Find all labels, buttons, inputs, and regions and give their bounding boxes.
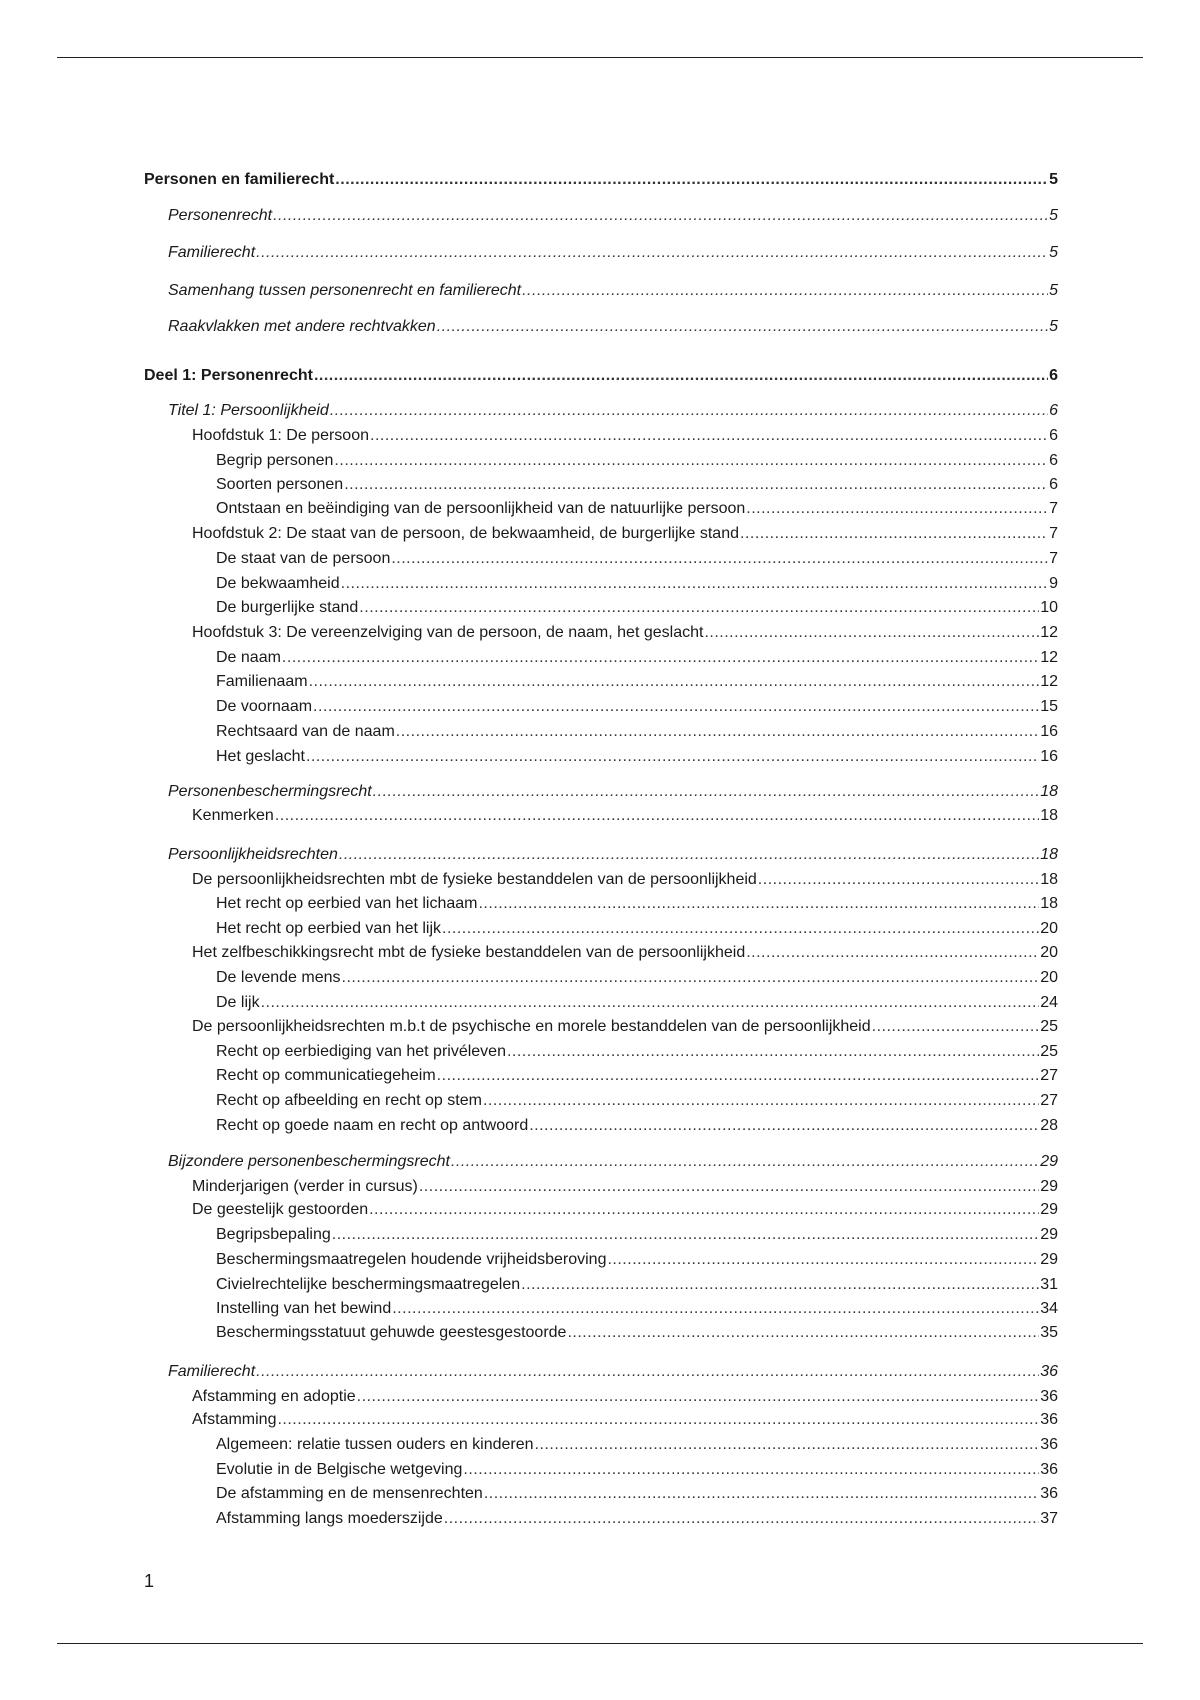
toc-entry[interactable] [192, 426, 1058, 446]
toc-entry-page: 20 [1040, 944, 1058, 961]
toc-entry-page: 28 [1040, 1117, 1058, 1134]
toc-entry-title: De afstamming en de mensenrechten [216, 1485, 483, 1502]
toc-entry-page: 5 [1049, 318, 1058, 335]
toc-entry[interactable] [216, 499, 1058, 519]
toc-entry-title: Instelling van het bewind [216, 1300, 392, 1317]
toc-entry-page: 25 [1040, 1043, 1058, 1060]
toc-entry-title: Titel 1: Persoonlijkheid [168, 402, 329, 419]
toc-entry-page: 12 [1040, 673, 1058, 690]
toc-entry-page: 5 [1049, 171, 1058, 188]
toc-entry-page: 20 [1040, 920, 1058, 937]
toc-entry-page: 18 [1040, 783, 1058, 800]
toc-entry-page: 5 [1049, 207, 1058, 224]
toc-entry-page: 7 [1049, 525, 1058, 542]
toc-entry-page: 7 [1049, 550, 1058, 567]
toc-entry-page: 12 [1040, 624, 1058, 641]
toc-entry-page: 29 [1040, 1201, 1058, 1218]
toc-dot-leader [357, 1387, 1040, 1407]
toc-entry-page: 34 [1040, 1300, 1058, 1317]
toc-dot-leader [444, 1509, 1039, 1529]
toc-entry-title: Hoofdstuk 2: De staat van de persoon, de bekwaamheid, de burgerlijke stand [192, 525, 739, 542]
toc-entry-page: 29 [1040, 1178, 1058, 1195]
toc-entry-title: Ontstaan en beëindiging van de persoonlijkheid van de natuurlijke persoon [216, 500, 746, 517]
toc-entry[interactable] [168, 243, 1058, 263]
toc-entry-page: 18 [1040, 895, 1058, 912]
toc-entry-page: 7 [1049, 500, 1058, 517]
toc-dot-leader [567, 1323, 1039, 1343]
toc-dot-leader [273, 206, 1048, 226]
toc-entry-title: De lijk [216, 994, 260, 1011]
toc-entry[interactable] [216, 1435, 1058, 1455]
toc-dot-leader [332, 1225, 1039, 1245]
toc-entry[interactable] [216, 1116, 1058, 1136]
toc-dot-leader [746, 943, 1039, 963]
toc-entry-page: 20 [1040, 969, 1058, 986]
toc-entry[interactable] [216, 1460, 1058, 1480]
toc-entry-page: 36 [1040, 1485, 1058, 1502]
toc-entry-title: Hoofdstuk 3: De vereenzelviging van de persoon, de naam, het geslacht [192, 624, 704, 641]
footer-rule [57, 1643, 1143, 1644]
toc-entry-title: De levende mens [216, 969, 341, 986]
toc-entry-title: Het geslacht [216, 748, 305, 765]
toc-entry[interactable] [192, 1177, 1058, 1197]
toc-entry[interactable] [216, 549, 1058, 569]
toc-entry-page: 31 [1040, 1276, 1058, 1293]
toc-entry[interactable] [168, 401, 1058, 421]
toc-dot-leader [442, 919, 1039, 939]
toc-entry-page: 16 [1040, 723, 1058, 740]
toc-entry[interactable] [216, 475, 1058, 495]
toc-dot-leader [478, 894, 1039, 914]
toc-entry-title: Het zelfbeschikkingsrecht mbt de fysieke bestanddelen van de persoonlijkheid [192, 944, 746, 961]
toc-dot-leader [704, 623, 1039, 643]
toc-entry-title: Recht op goede naam en recht op antwoord [216, 1117, 529, 1134]
toc-entry-title: Familierecht [168, 1363, 256, 1380]
toc-dot-leader [373, 782, 1040, 802]
toc-entry[interactable] [216, 722, 1058, 742]
toc-entry-page: 18 [1040, 871, 1058, 888]
toc-entry[interactable] [216, 1042, 1058, 1062]
toc-entry[interactable] [144, 170, 1058, 190]
toc-entry-page: 5 [1049, 282, 1058, 299]
toc-entry[interactable] [216, 648, 1058, 668]
toc-dot-leader [256, 1362, 1039, 1382]
toc-dot-leader [535, 1435, 1040, 1455]
toc-entry[interactable] [192, 806, 1058, 826]
toc-dot-leader [282, 648, 1039, 668]
toc-entry-title: Personen en familierecht [144, 171, 335, 188]
toc-entry[interactable] [168, 317, 1058, 337]
toc-entry-page: 29 [1040, 1153, 1058, 1170]
toc-entry-page: 29 [1040, 1226, 1058, 1243]
toc-entry[interactable] [192, 623, 1058, 643]
toc-entry-title: De persoonlijkheidsrechten mbt de fysieke bestanddelen van de persoonlijkheid [192, 871, 757, 888]
toc-entry-page: 24 [1040, 994, 1058, 1011]
toc-entry-page: 18 [1040, 807, 1058, 824]
toc-entry-title: De staat van de persoon [216, 550, 391, 567]
table-of-contents [144, 0, 1058, 1600]
toc-entry-title: De bekwaamheid [216, 575, 340, 592]
toc-entry-title: Afstamming [192, 1411, 277, 1428]
toc-entry-page: 10 [1040, 599, 1058, 616]
toc-entry-title: Recht op eerbiediging van het privéleven [216, 1043, 506, 1060]
toc-entry[interactable] [216, 1091, 1058, 1111]
toc-entry-title: Samenhang tussen personenrecht en familierecht [168, 282, 522, 299]
toc-dot-leader [437, 317, 1048, 337]
toc-dot-leader [359, 598, 1039, 618]
toc-dot-leader [419, 1177, 1039, 1197]
toc-entry[interactable] [216, 968, 1058, 988]
toc-dot-leader [391, 549, 1048, 569]
toc-entry-title: De voornaam [216, 698, 313, 715]
toc-entry-page: 27 [1040, 1092, 1058, 1109]
toc-entry-page: 6 [1049, 452, 1058, 469]
page-number: 1 [144, 1571, 155, 1591]
toc-entry[interactable] [168, 782, 1058, 802]
toc-entry-page: 25 [1040, 1018, 1058, 1035]
toc-entry[interactable] [192, 943, 1058, 963]
toc-entry[interactable] [216, 1484, 1058, 1504]
toc-entry-title: Beschermingsmaatregelen houdende vrijheidsberoving [216, 1251, 607, 1268]
toc-dot-leader [529, 1116, 1039, 1136]
toc-entry[interactable] [216, 993, 1058, 1013]
toc-entry-title: Het recht op eerbied van het lijk [216, 920, 442, 937]
toc-dot-leader [483, 1091, 1039, 1111]
toc-dot-leader [451, 1152, 1039, 1172]
toc-dot-leader [334, 451, 1048, 471]
toc-entry[interactable] [216, 1299, 1058, 1319]
toc-entry-title: Beschermingsstatuut gehuwde geestesgestoorde [216, 1324, 567, 1341]
toc-dot-leader [342, 968, 1040, 988]
toc-entry-title: Rechtsaard van de naam [216, 723, 395, 740]
toc-entry-title: Afstamming langs moederszijde [216, 1510, 443, 1527]
toc-entry-page: 6 [1049, 476, 1058, 493]
toc-entry-page: 6 [1049, 402, 1058, 419]
toc-entry-page: 36 [1040, 1363, 1058, 1380]
toc-entry[interactable] [168, 845, 1058, 865]
toc-entry[interactable] [192, 1017, 1058, 1037]
toc-dot-leader [521, 1275, 1039, 1295]
toc-entry[interactable] [216, 451, 1058, 471]
toc-entry-title: Soorten personen [216, 476, 344, 493]
toc-entry[interactable] [216, 697, 1058, 717]
toc-dot-leader [309, 672, 1040, 692]
toc-entry[interactable] [216, 1509, 1058, 1529]
toc-entry-title: Recht op afbeelding en recht op stem [216, 1092, 482, 1109]
toc-entry-page: 6 [1049, 367, 1058, 384]
toc-entry-title: De persoonlijkheidsrechten m.b.t de psychische en morele bestanddelen van de persoonlijkheid [192, 1018, 871, 1035]
toc-dot-leader [369, 1200, 1039, 1220]
toc-entry-title: Bijzondere personenbeschermingsrecht [168, 1153, 450, 1170]
toc-entry[interactable] [216, 574, 1058, 594]
toc-entry[interactable] [192, 524, 1058, 544]
toc-entry[interactable] [216, 894, 1058, 914]
toc-entry-page: 18 [1040, 846, 1058, 863]
toc-entry[interactable] [192, 1200, 1058, 1220]
toc-entry-page: 15 [1040, 698, 1058, 715]
toc-dot-leader [396, 722, 1039, 742]
toc-entry-page: 36 [1040, 1436, 1058, 1453]
toc-entry[interactable] [168, 281, 1058, 301]
toc-dot-leader [275, 806, 1039, 826]
toc-dot-leader [313, 697, 1039, 717]
toc-entry-title: Begrip personen [216, 452, 334, 469]
toc-entry-page: 29 [1040, 1251, 1058, 1268]
toc-dot-leader [437, 1066, 1040, 1086]
toc-dot-leader [370, 426, 1048, 446]
toc-dot-leader [256, 243, 1048, 263]
toc-entry-title: Evolutie in de Belgische wetgeving [216, 1461, 463, 1478]
toc-entry-title: Personenbeschermingsrecht [168, 783, 372, 800]
toc-entry[interactable] [216, 1323, 1058, 1343]
toc-entry[interactable] [216, 672, 1058, 692]
toc-entry-page: 5 [1049, 244, 1058, 261]
toc-entry-page: 36 [1040, 1461, 1058, 1478]
toc-entry-title: Kenmerken [192, 807, 274, 824]
toc-dot-leader [335, 170, 1048, 190]
toc-dot-leader [341, 574, 1048, 594]
toc-dot-leader [872, 1017, 1040, 1037]
toc-entry-title: De naam [216, 649, 281, 666]
toc-entry-page: 35 [1040, 1324, 1058, 1341]
toc-entry[interactable] [216, 1225, 1058, 1245]
toc-entry[interactable] [168, 206, 1058, 226]
toc-dot-leader [330, 401, 1048, 421]
toc-dot-leader [277, 1410, 1039, 1430]
toc-entry-page: 36 [1040, 1388, 1058, 1405]
toc-entry[interactable] [144, 366, 1058, 386]
toc-dot-leader [306, 747, 1039, 767]
toc-dot-leader [758, 870, 1039, 890]
toc-entry[interactable] [216, 1066, 1058, 1086]
toc-entry-title: Raakvlakken met andere rechtvakken [168, 318, 436, 335]
toc-dot-leader [740, 524, 1048, 544]
toc-entry-page: 9 [1049, 575, 1058, 592]
toc-dot-leader [261, 993, 1040, 1013]
toc-entry-title: Familierecht [168, 244, 256, 261]
toc-entry-title: Begripsbepaling [216, 1226, 331, 1243]
toc-dot-leader [607, 1250, 1039, 1270]
toc-entry-title: De geestelijk gestoorden [192, 1201, 369, 1218]
toc-entry-title: Familienaam [216, 673, 308, 690]
toc-entry-page: 36 [1040, 1411, 1058, 1428]
toc-entry-title: Hoofdstuk 1: De persoon [192, 427, 369, 444]
toc-entry-title: Personenrecht [168, 207, 273, 224]
toc-entry-title: De burgerlijke stand [216, 599, 359, 616]
toc-entry-title: Deel 1: Personenrecht [144, 367, 313, 384]
toc-entry-title: Recht op communicatiegeheim [216, 1067, 436, 1084]
toc-dot-leader [314, 366, 1048, 386]
toc-entry-page: 16 [1040, 748, 1058, 765]
toc-dot-leader [339, 845, 1039, 865]
toc-entry[interactable] [192, 870, 1058, 890]
toc-entry[interactable] [192, 1387, 1058, 1407]
toc-entry-page: 6 [1049, 427, 1058, 444]
toc-dot-leader [746, 499, 1048, 519]
toc-entry-title: Persoonlijkheidsrechten [168, 846, 338, 863]
toc-dot-leader [484, 1484, 1039, 1504]
toc-entry[interactable] [192, 1410, 1058, 1430]
toc-entry-page: 27 [1040, 1067, 1058, 1084]
toc-entry-title: Civielrechtelijke beschermingsmaatregelen [216, 1276, 521, 1293]
toc-dot-leader [344, 475, 1048, 495]
toc-entry-title: Minderjarigen (verder in cursus) [192, 1178, 418, 1195]
toc-entry[interactable] [216, 747, 1058, 767]
toc-dot-leader [463, 1460, 1039, 1480]
toc-entry[interactable] [168, 1152, 1058, 1172]
toc-entry[interactable] [216, 1250, 1058, 1270]
toc-dot-leader [392, 1299, 1039, 1319]
toc-entry-title: Het recht op eerbied van het lichaam [216, 895, 478, 912]
toc-entry-page: 12 [1040, 649, 1058, 666]
toc-dot-leader [507, 1042, 1039, 1062]
toc-dot-leader [522, 281, 1048, 301]
toc-entry[interactable] [168, 1362, 1058, 1382]
toc-entry-title: Afstamming en adoptie [192, 1388, 356, 1405]
toc-entry-title: Algemeen: relatie tussen ouders en kinderen [216, 1436, 534, 1453]
toc-entry[interactable] [216, 919, 1058, 939]
toc-entry[interactable] [216, 598, 1058, 618]
toc-entry-page: 37 [1040, 1510, 1058, 1527]
toc-entry[interactable] [216, 1275, 1058, 1295]
